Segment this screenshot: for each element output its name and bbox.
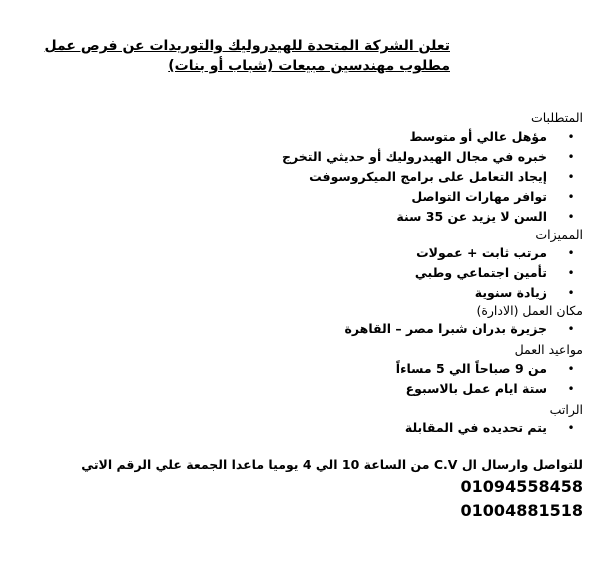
bullet-icon: • <box>567 150 575 164</box>
salary-heading: الراتب <box>549 402 583 417</box>
benefits-heading: المميزات <box>535 227 583 242</box>
list-item: • خبره في مجال الهيدروليك أو حديثي التخرج <box>282 147 583 167</box>
bullet-icon: • <box>567 421 575 435</box>
hours-heading: مواعيد العمل <box>514 342 583 357</box>
bullet-icon: • <box>567 362 575 376</box>
requirements-heading: المتطلبات <box>530 110 583 125</box>
bullet-icon: • <box>567 170 575 184</box>
bullet-icon: • <box>567 130 575 144</box>
bullet-icon: • <box>567 322 575 336</box>
list-item: • مؤهل عالي أو متوسط <box>282 127 583 147</box>
list-item: • توافر مهارات التواصل <box>282 187 583 207</box>
bullet-icon: • <box>567 190 575 204</box>
list-item: • تأمين اجتماعي وطبي <box>415 263 583 283</box>
bullet-icon: • <box>567 266 575 280</box>
location-heading: مكان العمل (الادارة) <box>476 303 583 318</box>
list-item: • من 9 صباحاً الي 5 مساءاً <box>396 359 583 379</box>
bullet-icon: • <box>567 210 575 224</box>
bullet-icon: • <box>567 246 575 260</box>
hours-list <box>396 359 583 399</box>
bullet-icon: • <box>567 382 575 396</box>
list-item: • مرتب ثابت + عمولات <box>415 243 583 263</box>
requirements-list <box>282 127 583 227</box>
announcement-title <box>30 36 450 76</box>
list-item: • يتم تحديده في المقابلة <box>405 418 583 438</box>
title-line-position: مطلوب مهندسين مبيعات (شباب أو بنات) <box>168 58 450 74</box>
bullet-icon: • <box>567 286 575 300</box>
title-line-company: تعلن الشركة المتحدة للهيدروليك والتوريدات عن فرص عمل <box>44 38 450 54</box>
list-item: • زيادة سنوية <box>415 283 583 303</box>
salary-list <box>405 418 583 438</box>
phone-number-2: 01004881518 <box>460 501 583 520</box>
location-list <box>345 319 583 339</box>
benefits-list <box>415 243 583 303</box>
list-item: • جزيرة بدران شبرا مصر – القاهرة <box>345 319 583 339</box>
contact-instructions: للتواصل وارسال ال C.V من الساعة 10 الي 4 يوميا ماعدا الجمعة علي الرقم الاتي <box>81 457 583 472</box>
phone-number-1: 01094558458 <box>460 477 583 496</box>
list-item: • ستة ايام عمل بالاسبوع <box>396 379 583 399</box>
list-item: • السن لا يزيد عن 35 سنة <box>282 207 583 227</box>
list-item: • إيجاد التعامل على برامج الميكروسوفت <box>282 167 583 187</box>
